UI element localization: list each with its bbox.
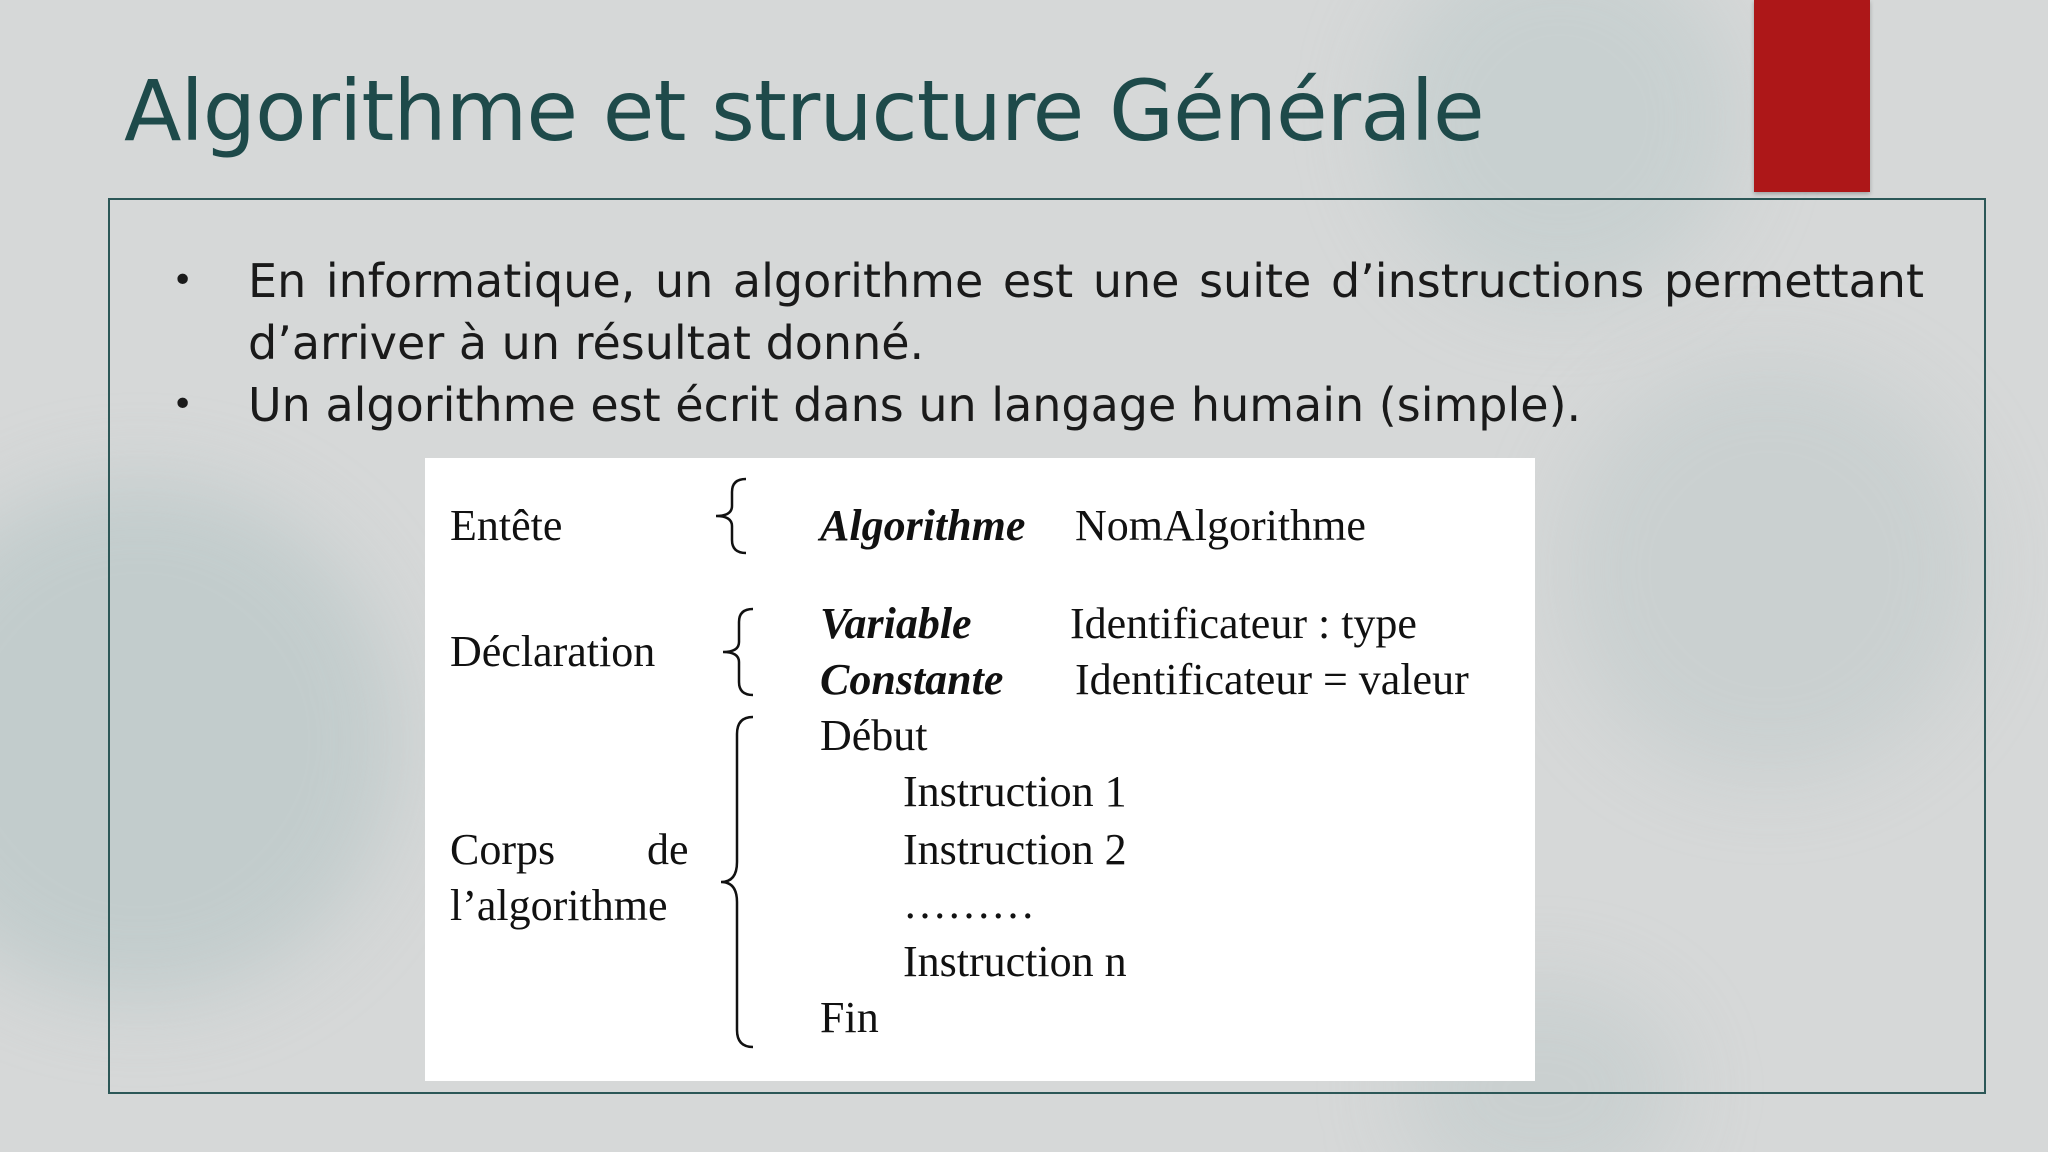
end-keyword: Fin xyxy=(820,993,879,1042)
bullet-marker: • xyxy=(172,384,194,425)
variable-keyword: Variable xyxy=(820,599,972,648)
declaration-section-label: Déclaration xyxy=(450,627,656,676)
begin-keyword: Début xyxy=(820,711,928,760)
instruction-ellipsis: ……… xyxy=(903,879,1035,928)
algorithm-name: NomAlgorithme xyxy=(1075,501,1366,550)
bullet-item xyxy=(168,374,1924,436)
instruction-line: Instruction n xyxy=(903,937,1127,986)
algorithm-keyword: Algorithme xyxy=(820,501,1026,550)
body-section-label-word2: de xyxy=(647,825,689,874)
declaration-brace xyxy=(717,606,757,698)
bullet-marker: • xyxy=(172,260,194,301)
constant-keyword: Constante xyxy=(820,655,1004,704)
body-section-label-word1: Corps xyxy=(450,825,556,874)
body-section-label-line2: l’algorithme xyxy=(450,881,668,930)
accent-bar xyxy=(1754,0,1870,192)
bullet-text: Un algorithme est écrit dans un langage humain (simple). xyxy=(248,378,1582,432)
slide-title: Algorithme et structure Générale xyxy=(124,62,1484,160)
bullet-item xyxy=(168,250,1924,374)
header-brace xyxy=(710,476,750,556)
instruction-line: Instruction 1 xyxy=(903,767,1127,816)
bullet-list xyxy=(168,250,1924,436)
instruction-line: Instruction 2 xyxy=(903,825,1127,874)
variable-declaration: Identificateur : type xyxy=(1070,599,1417,648)
bullet-text: En informatique, un algorithme est une suite d’instructions permettant d’arriver à un résultat donné. xyxy=(248,254,1924,370)
body-brace xyxy=(715,714,757,1050)
header-section-label: Entête xyxy=(450,501,563,550)
algorithm-structure-diagram xyxy=(425,458,1535,1081)
constant-declaration: Identificateur = valeur xyxy=(1075,655,1469,704)
